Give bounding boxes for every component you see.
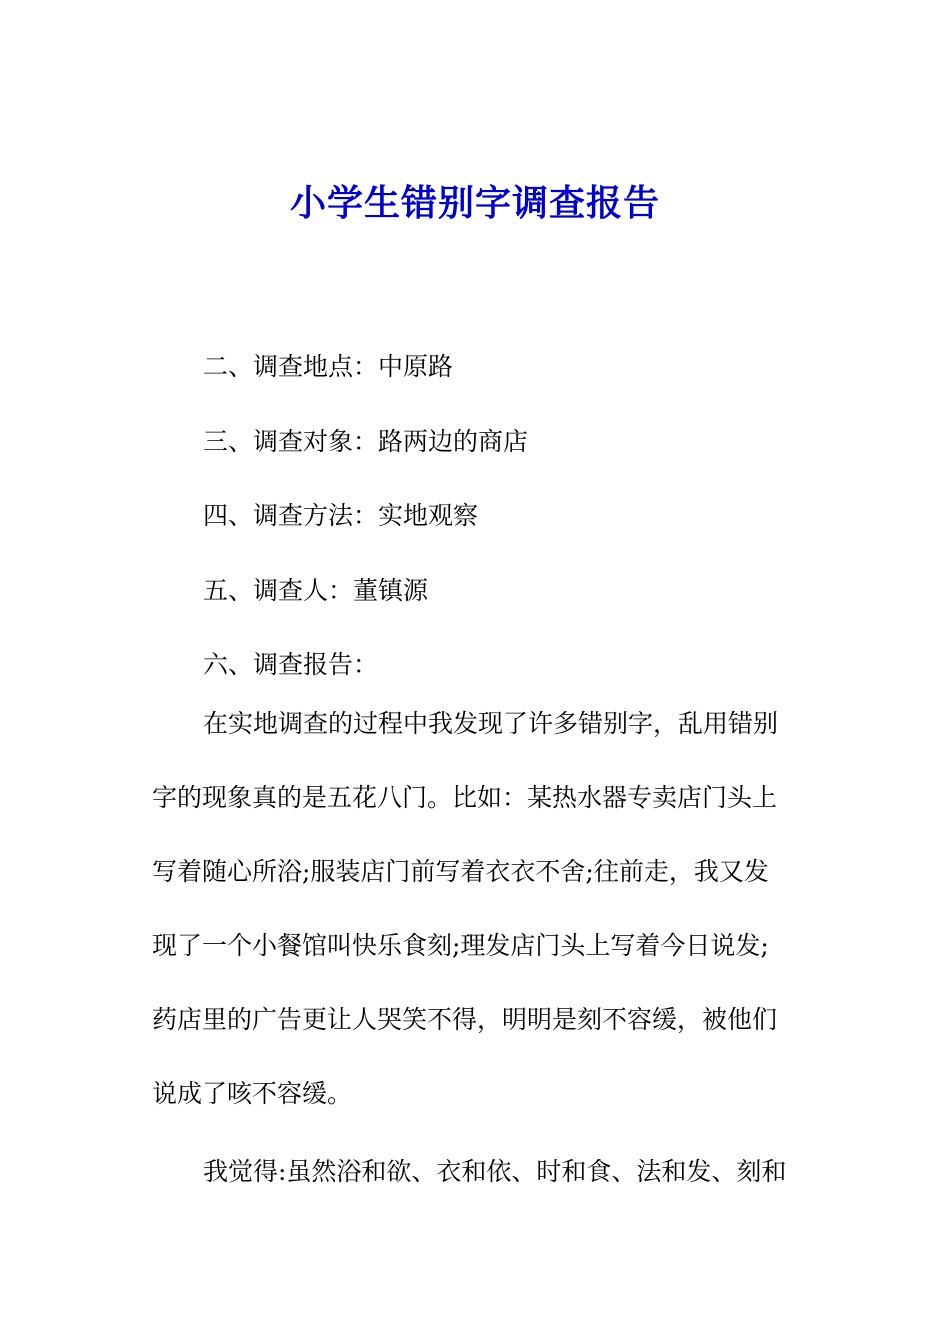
body-paragraph-1 xyxy=(152,687,802,1131)
info-item-method: 四、调查方法：实地观察 xyxy=(203,501,479,530)
info-list xyxy=(203,330,843,703)
info-item-investigator: 五、调查人：董镇源 xyxy=(203,575,429,605)
paragraph-line: 现了一个小餐馆叫快乐食刻;理发店门头上写着今日说发; xyxy=(152,931,769,960)
paragraph-line: 在实地调查的过程中我发现了许多错别字，乱用错别 xyxy=(203,709,779,738)
info-item-report-heading: 六、调查报告： xyxy=(203,650,379,679)
document-title: 小学生错别字调查报告 xyxy=(289,182,660,224)
paragraph-line: 写着随心所浴;服装店门前写着衣衣不舍;往前走，我又发 xyxy=(152,857,769,886)
info-item-subject: 三、调查对象：路两边的商店 xyxy=(203,426,529,456)
paragraph-line: 说成了咳不容缓。 xyxy=(152,1079,353,1108)
paragraph-line: 字的现象真的是五花八门。比如：某热水器专卖店门头上 xyxy=(152,783,778,812)
paragraph-line: 我觉得:虽然浴和欲、衣和依、时和食、法和发、刻和 xyxy=(203,1157,787,1186)
info-item-location: 二、调查地点：中原路 xyxy=(203,352,454,381)
paragraph-line: 药店里的广告更让人哭笑不得，明明是刻不容缓，被他们 xyxy=(152,1005,778,1034)
body-paragraph-2 xyxy=(152,1135,802,1209)
